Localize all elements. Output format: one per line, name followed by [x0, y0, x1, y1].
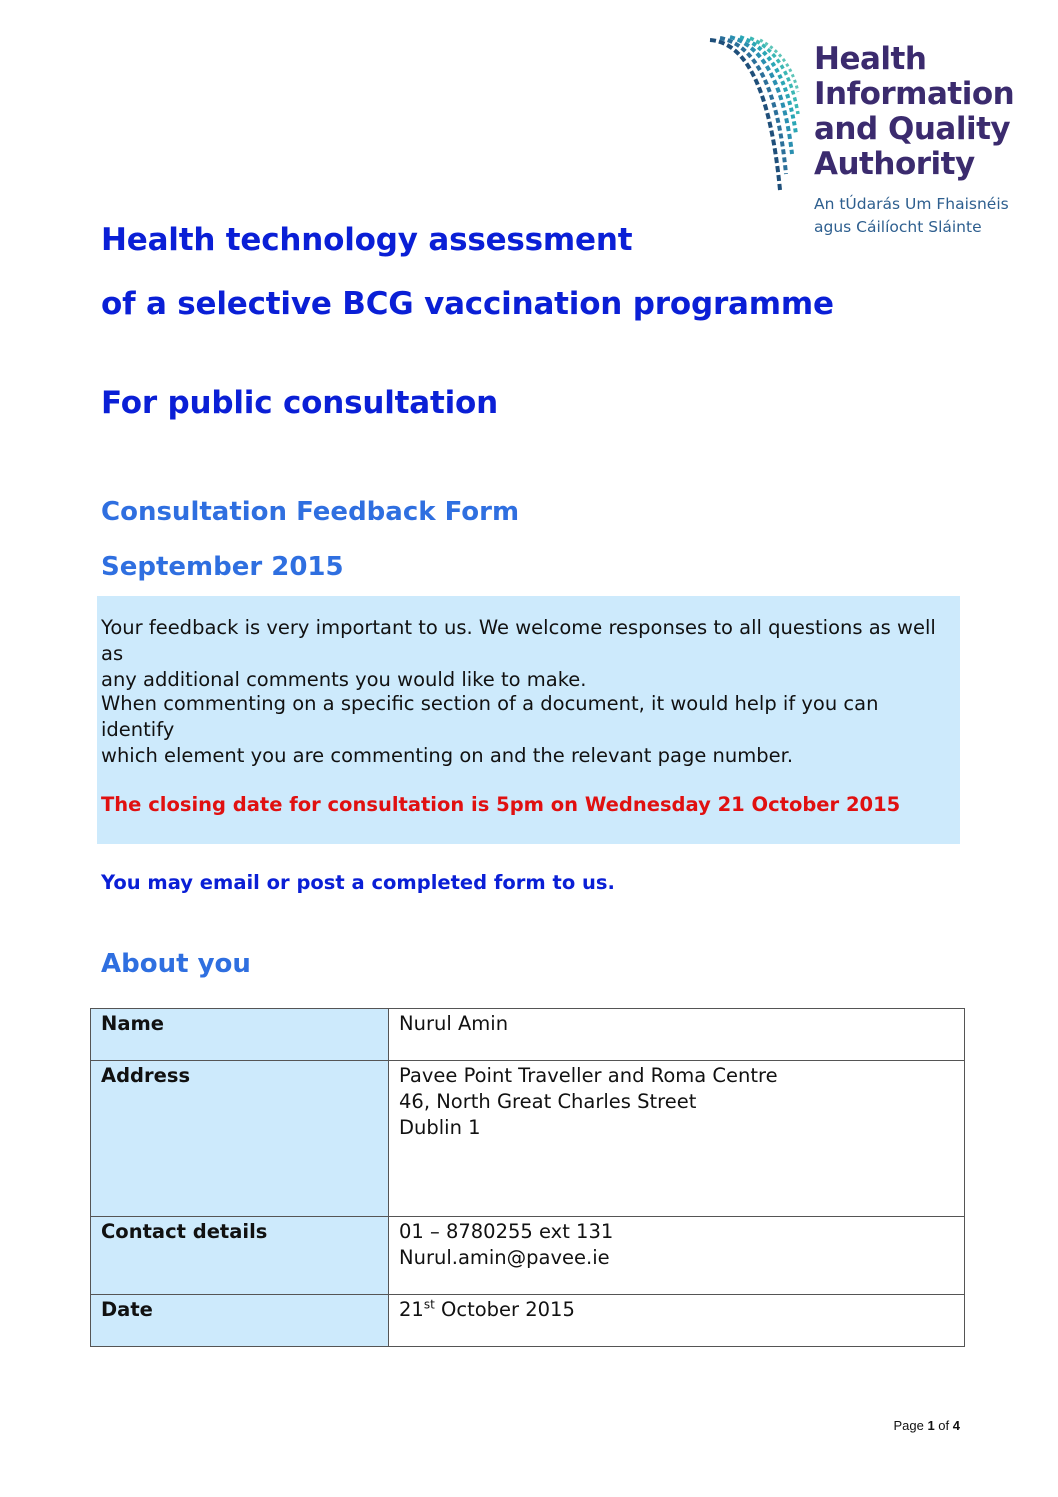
contact-email: Nurul.amin@pavee.ie: [399, 1246, 610, 1269]
form-heading: Consultation Feedback Form: [101, 497, 520, 527]
page-prefix: Page: [893, 1418, 928, 1433]
document-title-line-1: Health technology assessment: [101, 222, 633, 258]
date-rest: October 2015: [434, 1298, 575, 1321]
logo-irish-line-2: agus Cáilíocht Sláinte: [814, 218, 982, 236]
table-row: [91, 1061, 965, 1217]
date-label: Date: [91, 1295, 389, 1347]
name-value-line: Nurul Amin: [399, 1012, 509, 1035]
logo-irish-line-1: An tÚdarás Um Fhaisnéis: [814, 195, 1009, 213]
page-current: 1: [927, 1418, 935, 1433]
name-value: [389, 1009, 965, 1061]
address-line-3: Dublin 1: [399, 1116, 481, 1139]
info-paragraph-1-line-1: Your feedback is very important to us. We welcome responses to all questions as well as: [101, 616, 936, 665]
contact-phone: 01 – 8780255 ext 131: [399, 1220, 614, 1243]
date-suffix: st: [423, 1297, 435, 1312]
document-subtitle: For public consultation: [101, 385, 499, 421]
email-post-note: You may email or post a completed form to us.: [101, 871, 615, 894]
form-date: September 2015: [101, 552, 344, 582]
logo-name-line-1: Health: [814, 41, 927, 77]
info-box: [97, 596, 960, 844]
contact-details-value: [389, 1217, 965, 1295]
table-row: [91, 1217, 965, 1295]
about-you-heading: About you: [101, 949, 251, 979]
address-value: [389, 1061, 965, 1217]
logo-name-line-3: and Quality: [814, 111, 1011, 147]
info-paragraph-1: [101, 615, 951, 693]
closing-date-notice: The closing date for consultation is 5pm on Wednesday 21 October 2015: [101, 793, 901, 816]
address-line-1: Pavee Point Traveller and Roma Centre: [399, 1064, 778, 1087]
logo-name-line-2: Information: [814, 76, 1015, 112]
date-value: [389, 1295, 965, 1347]
page-total: 4: [952, 1418, 960, 1433]
table-row: [91, 1009, 965, 1061]
logo-name-line-4: Authority: [814, 146, 975, 182]
info-paragraph-2-line-2: which element you are commenting on and the relevant page number.: [101, 744, 794, 767]
info-paragraph-1-line-2: any additional comments you would like to make.: [101, 668, 587, 691]
page-number: [893, 1418, 960, 1433]
hiqa-logo: [706, 34, 1015, 244]
info-paragraph-2: [101, 691, 951, 769]
address-label: Address: [91, 1061, 389, 1217]
hiqa-logo-mark-icon: [706, 34, 806, 194]
page-of: of: [934, 1418, 953, 1433]
table-row: [91, 1295, 965, 1347]
address-line-2: 46, North Great Charles Street: [399, 1090, 697, 1113]
date-day: 21: [399, 1298, 424, 1321]
document-title-line-2: of a selective BCG vaccination programme: [101, 286, 834, 322]
about-you-table: [90, 1008, 965, 1347]
name-label: Name: [91, 1009, 389, 1061]
info-paragraph-2-line-1: When commenting on a specific section of a document, it would help if you can identify: [101, 692, 879, 741]
contact-details-label: Contact details: [91, 1217, 389, 1295]
